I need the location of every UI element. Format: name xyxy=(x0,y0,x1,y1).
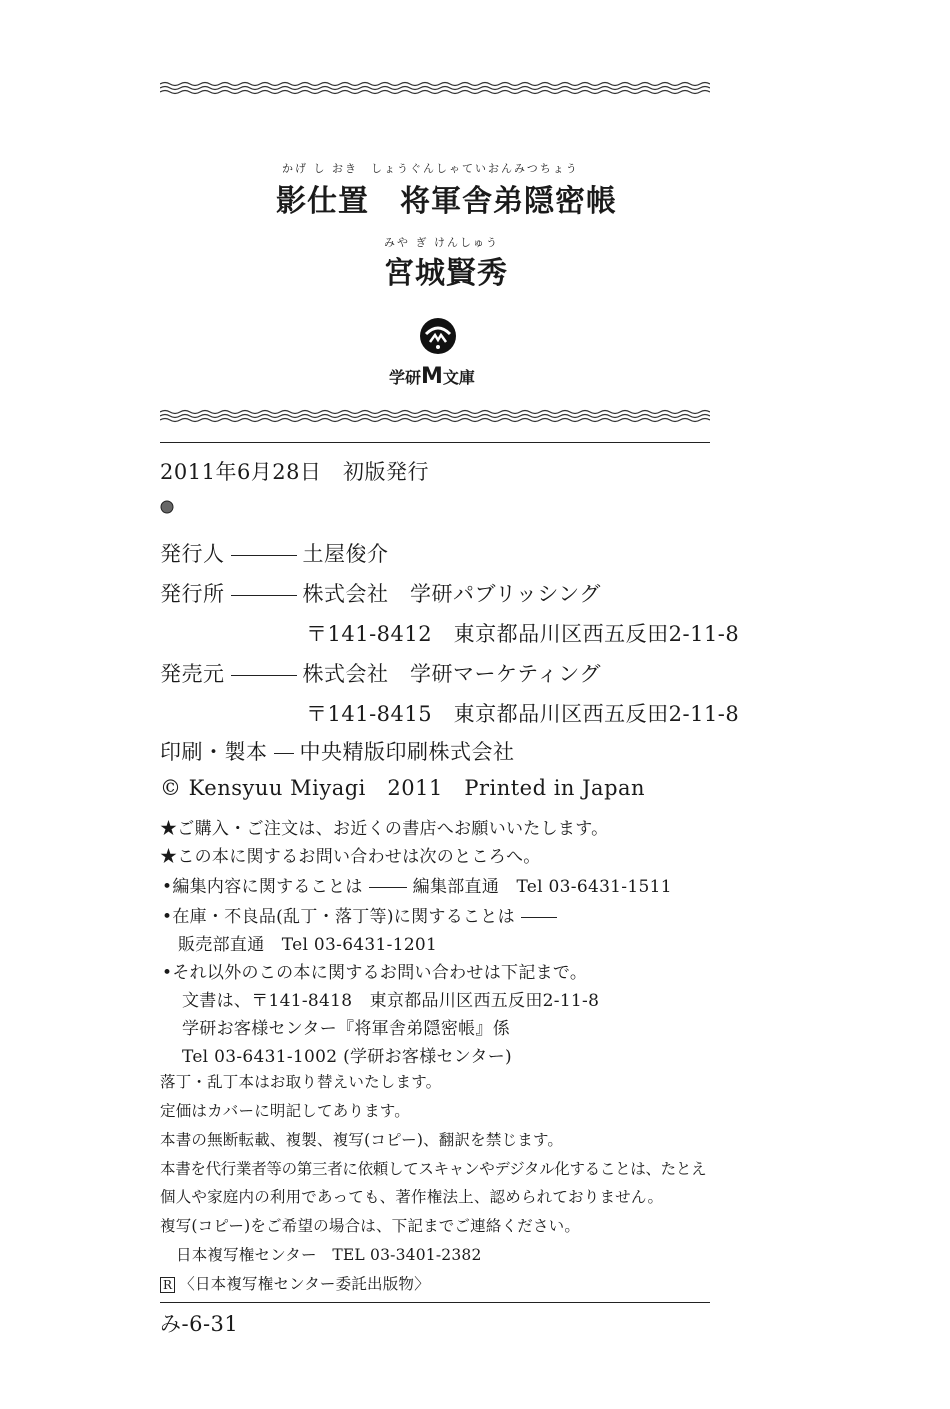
editorial-tel: 編集部直通 Tel 03-6431-1511 xyxy=(412,877,672,897)
publisher-company: 株式会社 学研パブリッシング xyxy=(302,582,601,606)
publisher-company-row xyxy=(160,578,601,608)
editorial-label: •編集内容に関することは xyxy=(162,877,363,897)
book-title: 影仕置 将軍舎弟隠密帳 xyxy=(276,184,617,219)
other-note: •それ以外のこの本に関するお問い合わせは下記まで。 xyxy=(162,963,588,983)
catalog-code: み-6-31 xyxy=(160,1312,239,1336)
publisher-person: 土屋俊介 xyxy=(302,542,389,566)
copy-request: 複写(コピー)をご希望の場合は、下記までご連絡ください。 xyxy=(160,1217,581,1235)
leader-dash xyxy=(369,887,407,888)
leader-dash xyxy=(231,675,297,676)
customer-center: 学研お客様センター『将軍舎弟隠密帳』係 xyxy=(182,1019,511,1039)
publisher-logo-text xyxy=(389,364,475,389)
customer-tel: Tel 03-6431-1002 (学研お客様センター) xyxy=(182,1047,512,1067)
logo-text-m: M xyxy=(421,364,443,389)
scan-note-line-2: 個人や家庭内の利用であっても、著作権法上、認められておりません。 xyxy=(160,1188,664,1206)
publisher-company-label: 発行所 xyxy=(160,582,225,606)
title-ruby: かげ し おき しょうぐんしゃていおんみつちょう xyxy=(282,162,579,175)
date-line: 2011年6月28日 初版発行 xyxy=(160,460,430,484)
dot-ornament-icon xyxy=(160,500,174,514)
publisher-person-row xyxy=(160,538,389,568)
logo-text-gakken: 学研 xyxy=(389,368,422,387)
leader-dash xyxy=(274,753,294,754)
distributor-company: 株式会社 学研マーケティング xyxy=(302,662,601,686)
bottom-wave-rule xyxy=(160,408,710,424)
leader-dash xyxy=(231,595,297,596)
leader-dash xyxy=(231,555,297,556)
defect-note: 落丁・乱丁本はお取り替えいたします。 xyxy=(160,1073,442,1091)
distributor-row xyxy=(160,658,601,688)
letter-address: 文書は、〒141-8418 東京都品川区西五反田2-11-8 xyxy=(182,991,600,1011)
printer-label: 印刷・製本 xyxy=(160,740,268,764)
publisher-address: 〒141-8412 東京都品川区西五反田2-11-8 xyxy=(306,622,740,646)
stock-label: •在庫・不良品(乱丁・落丁等)に関することは xyxy=(162,907,515,927)
printer-name: 中央精版印刷株式会社 xyxy=(299,740,515,764)
leader-dash xyxy=(521,917,557,918)
editorial-row xyxy=(162,872,672,897)
stock-row xyxy=(162,902,563,927)
top-rule xyxy=(160,442,710,443)
r-mark-icon: R xyxy=(160,1277,175,1293)
scan-note-line-1: 本書を代行業者等の第三者に依頼してスキャンやデジタル化することは、たとえ xyxy=(160,1160,707,1178)
jrrc-consign-row xyxy=(160,1272,430,1294)
distributor-label: 発売元 xyxy=(160,662,225,686)
printer-row xyxy=(160,736,515,766)
order-note: ★ご購入・ご注文は、お近くの書店へお願いいたします。 xyxy=(160,819,609,839)
copyright-line: © Kensyuu Miyagi 2011 Printed in Japan xyxy=(160,776,646,800)
copy-prohibited: 本書の無断転載、複製、複写(コピー)、翻訳を禁じます。 xyxy=(160,1131,564,1149)
bottom-rule xyxy=(160,1302,710,1303)
inquiry-note: ★この本に関するお問い合わせは次のところへ。 xyxy=(160,847,541,867)
logo-text-bunko: 文庫 xyxy=(442,368,475,387)
jrrc-consign: 〈日本複写権センター委託出版物〉 xyxy=(179,1275,430,1293)
stock-tel: 販売部直通 Tel 03-6431-1201 xyxy=(178,935,438,955)
distributor-address: 〒141-8415 東京都品川区西五反田2-11-8 xyxy=(306,702,740,726)
author-name: 宮城賢秀 xyxy=(384,256,508,291)
price-note: 定価はカバーに明記してあります。 xyxy=(160,1102,410,1120)
jrrc-tel: 日本複写権センター TEL 03-3401-2382 xyxy=(176,1246,482,1264)
publisher-logo-icon xyxy=(418,316,458,356)
author-ruby: みや ぎ けんしゅう xyxy=(384,236,499,249)
publisher-person-label: 発行人 xyxy=(160,542,225,566)
top-wave-rule xyxy=(160,80,710,96)
